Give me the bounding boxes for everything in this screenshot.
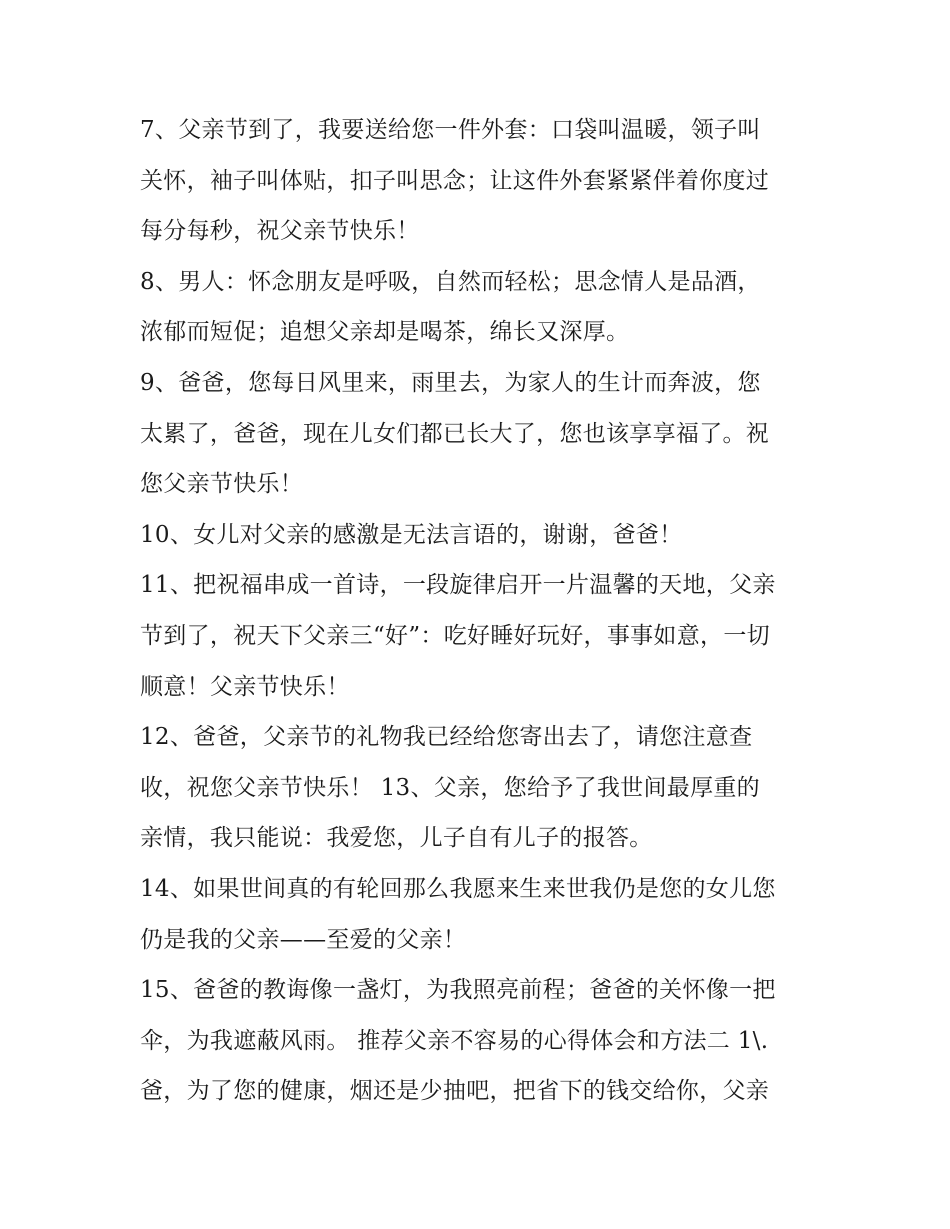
text-line: 14、如果世间真的有轮回那么我愿来生来世我仍是您的女儿您 [140, 875, 776, 902]
body-text [140, 105, 820, 1117]
text-line: 每分每秒，祝父亲节快乐！ [140, 218, 420, 245]
text-line: 顺意！父亲节快乐！ [140, 673, 350, 700]
text-line: 10、女儿对父亲的感激是无法言语的，谢谢，爸爸！ [140, 521, 683, 548]
text-line: 亲情，我只能说：我爱您，儿子自有儿子的报答。 [140, 825, 653, 852]
text-line: 浓郁而短促；追想父亲却是喝茶，绵长又深厚。 [140, 319, 630, 346]
text-line: 12、爸爸，父亲节的礼物我已经给您寄出去了，请您注意查 [140, 724, 753, 751]
text-line: 太累了，爸爸，现在儿女们都已长大了，您也该享享福了。祝 [140, 420, 770, 447]
text-line: 收，祝您父亲节快乐！ 13、父亲，您给予了我世间最厚重的 [140, 774, 760, 801]
text-line: 7、父亲节到了，我要送给您一件外套：口袋叫温暖，领子叫 [140, 117, 761, 143]
text-line: 9、爸爸，您每日风里来，雨里去，为家人的生计而奔波，您 [140, 369, 761, 396]
text-line: 仍是我的父亲——至爱的父亲！ [140, 926, 467, 953]
text-line: 爸，为了您的健康，烟还是少抽吧，把省下的钱交给你，父亲 [140, 1078, 770, 1105]
text-line: 您父亲节快乐！ [140, 471, 304, 498]
text-line: 15、爸爸的教诲像一盏灯，为我照亮前程；爸爸的关怀像一把 [140, 977, 776, 1004]
text-line: 8、男人：怀念朋友是呼吸，自然而轻松；思念情人是品酒， [140, 268, 761, 295]
text-line: 关怀，袖子叫体贴，扣子叫思念；让这件外套紧紧伴着你度过 [140, 167, 770, 194]
text-line: 11、把祝福串成一首诗，一段旋律启开一片温馨的天地，父亲 [140, 572, 776, 599]
text-line: 节到了，祝天下父亲三“好”：吃好睡好玩好，事事如意，一切 [140, 622, 770, 649]
text-line: 伞，为我遮蔽风雨。 推荐父亲不容易的心得体会和方法二 1\. [140, 1027, 769, 1054]
